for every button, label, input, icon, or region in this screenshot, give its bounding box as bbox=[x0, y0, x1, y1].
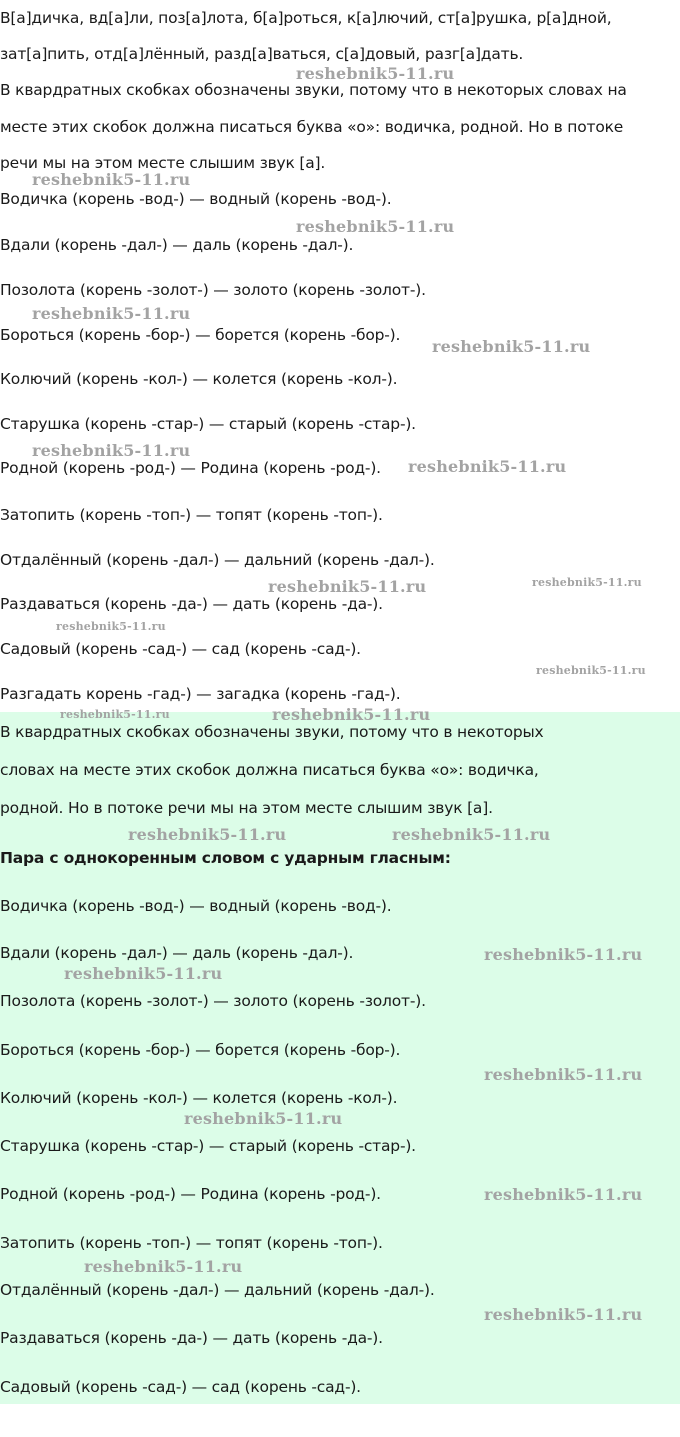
pair-line: Колючий (корень -кол-) — колется (корень -кол-). bbox=[0, 370, 398, 388]
watermark: reshebnik5-11.ru bbox=[84, 1257, 243, 1276]
watermark: reshebnik5-11.ru bbox=[32, 170, 191, 189]
words-line-1: В[а]дичка, вд[а]ли, поз[а]лота, б[а]роться, к[а]лючий, ст[а]рушка, р[а]дной, bbox=[0, 9, 612, 27]
watermark: reshebnik5-11.ru bbox=[268, 577, 427, 596]
pair-line: Позолота (корень -золот-) — золото (корень -золот-). bbox=[0, 281, 426, 299]
watermark: reshebnik5-11.ru bbox=[184, 1109, 343, 1128]
watermark: reshebnik5-11.ru bbox=[64, 964, 223, 983]
answer-pair-line: Бороться (корень -бор-) — борется (корень -бор-). bbox=[0, 1041, 401, 1059]
watermark: reshebnik5-11.ru bbox=[536, 664, 646, 677]
watermark: reshebnik5-11.ru bbox=[408, 457, 567, 476]
answer-explanation-line-3: родной. Но в потоке речи мы на этом месте слышим звук [а]. bbox=[0, 799, 493, 817]
answer-pair-line: Родной (корень -род-) — Родина (корень -род-). bbox=[0, 1185, 381, 1203]
watermark: reshebnik5-11.ru bbox=[32, 304, 191, 323]
pair-line: Раздаваться (корень -да-) — дать (корень -да-). bbox=[0, 595, 383, 613]
watermark: reshebnik5-11.ru bbox=[296, 64, 455, 83]
watermark: reshebnik5-11.ru bbox=[128, 825, 287, 844]
pair-line: Водичка (корень -вод-) — водный (корень -вод-). bbox=[0, 190, 392, 208]
answer-pair-line: Затопить (корень -топ-) — топят (корень -топ-). bbox=[0, 1234, 383, 1252]
explanation-line-2: месте этих скобок должна писаться буква «о»: водичка, родной. Но в потоке bbox=[0, 118, 624, 136]
watermark: reshebnik5-11.ru bbox=[296, 217, 455, 236]
pair-line: Вдали (корень -дал-) — даль (корень -дал-). bbox=[0, 236, 354, 254]
pair-line: Отдалённый (корень -дал-) — дальний (корень -дал-). bbox=[0, 551, 435, 569]
answer-explanation-line-2: словах на месте этих скобок должна писаться буква «о»: водичка, bbox=[0, 761, 539, 779]
watermark: reshebnik5-11.ru bbox=[272, 705, 431, 724]
explanation-line-1: В квардратных скобках обозначены звуки, потому что в некоторых словах на bbox=[0, 81, 627, 99]
answer-pair-line: Раздаваться (корень -да-) — дать (корень -да-). bbox=[0, 1329, 383, 1347]
pair-line: Затопить (корень -топ-) — топят (корень -топ-). bbox=[0, 506, 383, 524]
watermark: reshebnik5-11.ru bbox=[32, 441, 191, 460]
answer-explanation-line-1: В квардратных скобках обозначены звуки, потому что в некоторых bbox=[0, 723, 544, 741]
pair-line: Разгадать корень -гад-) — загадка (корень -гад-). bbox=[0, 685, 401, 703]
answer-pair-line: Отдалённый (корень -дал-) — дальний (корень -дал-). bbox=[0, 1281, 435, 1299]
watermark: reshebnik5-11.ru bbox=[60, 708, 170, 721]
answer-pair-line: Вдали (корень -дал-) — даль (корень -дал-). bbox=[0, 944, 354, 962]
watermark: reshebnik5-11.ru bbox=[484, 1305, 643, 1324]
watermark: reshebnik5-11.ru bbox=[392, 825, 551, 844]
explanation-line-3: речи мы на этом месте слышим звук [а]. bbox=[0, 154, 326, 172]
watermark: reshebnik5-11.ru bbox=[484, 945, 643, 964]
watermark: reshebnik5-11.ru bbox=[432, 337, 591, 356]
answer-pair-line: Позолота (корень -золот-) — золото (корень -золот-). bbox=[0, 992, 426, 1010]
answer-pair-line: Водичка (корень -вод-) — водный (корень -вод-). bbox=[0, 897, 392, 915]
words-line-2: зат[а]пить, отд[а]лённый, разд[а]ваться, с[а]довый, разг[а]дать. bbox=[0, 45, 524, 63]
answer-pair-line: Старушка (корень -стар-) — старый (корень -стар-). bbox=[0, 1137, 416, 1155]
pair-line: Старушка (корень -стар-) — старый (корень -стар-). bbox=[0, 415, 416, 433]
pair-line: Садовый (корень -сад-) — сад (корень -сад-). bbox=[0, 640, 361, 658]
answer-pair-line: Садовый (корень -сад-) — сад (корень -сад-). bbox=[0, 1378, 361, 1396]
pair-line: Родной (корень -род-) — Родина (корень -род-). bbox=[0, 459, 381, 477]
watermark: reshebnik5-11.ru bbox=[484, 1065, 643, 1084]
pair-line: Бороться (корень -бор-) — борется (корень -бор-). bbox=[0, 326, 401, 344]
answer-pair-line: Колючий (корень -кол-) — колется (корень -кол-). bbox=[0, 1089, 398, 1107]
watermark: reshebnik5-11.ru bbox=[56, 620, 166, 633]
watermark: reshebnik5-11.ru bbox=[484, 1185, 643, 1204]
watermark: reshebnik5-11.ru bbox=[532, 576, 642, 589]
section-heading: Пара с однокоренным словом с ударным гласным: bbox=[0, 849, 451, 867]
